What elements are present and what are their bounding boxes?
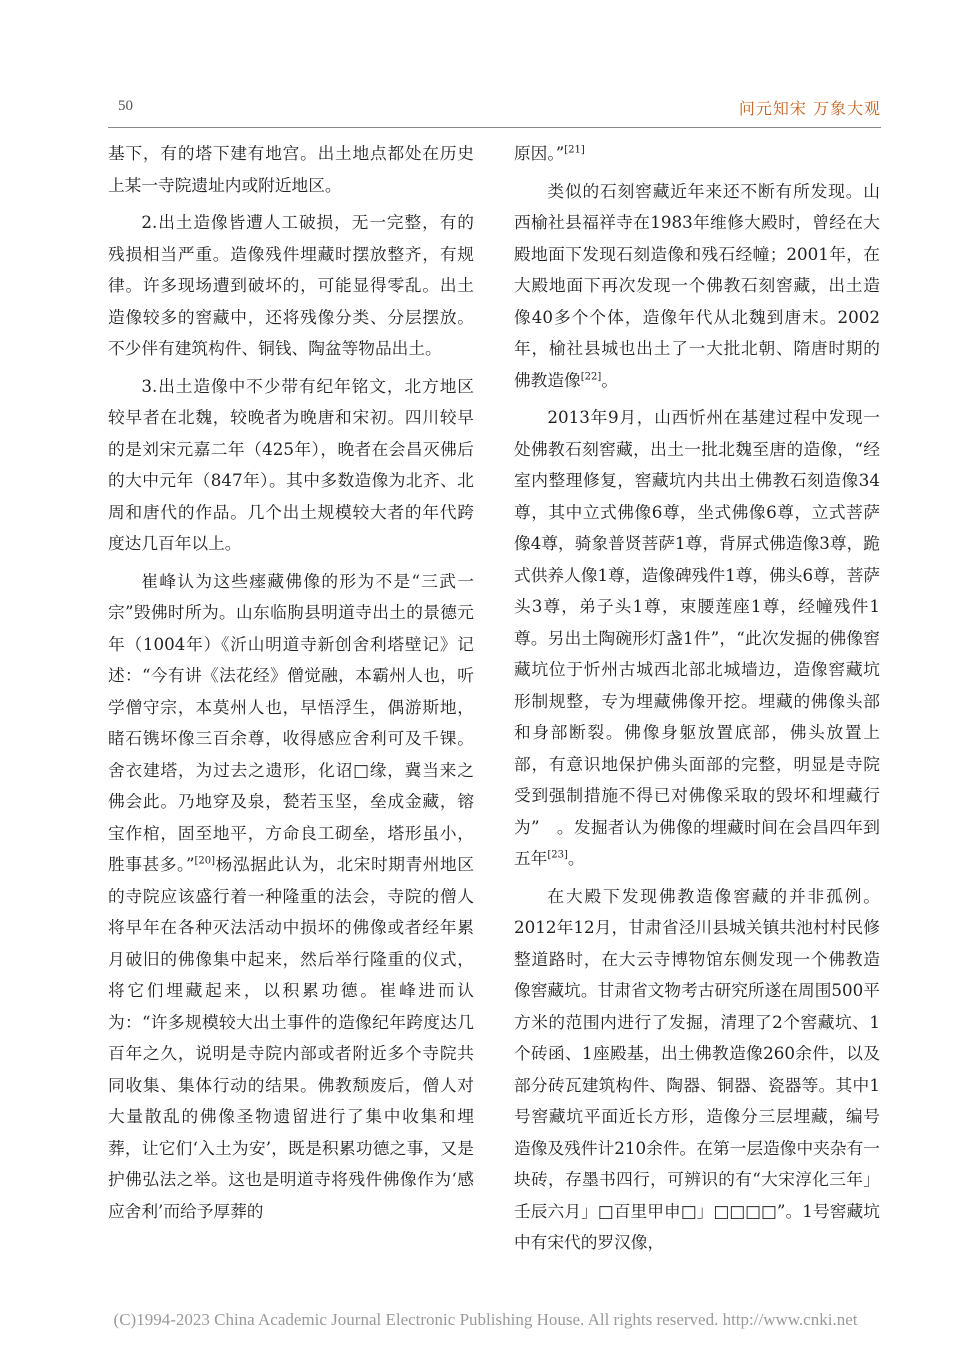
citation-ref: [21]: [564, 144, 585, 156]
paragraph: 在大殿下发现佛教造像窖藏的并非孤例。2012年12月，甘肃省泾川县城关镇共池村村民修整道路时，在大云寺博物馆东侧发现一个佛教造像窖藏坑。甘肃省文物考古研究所遂在周围500平方米的范围内进行了发掘，清理了2个窖藏坑、1个砖函、1座殿基，出土佛教造像260余件，以及部分砖瓦建筑构件、陶器、铜器、瓷器等。其中1号窖藏坑平面近长方形，造像分三层埋藏，编号造像及残件计210余件。在第一层造像中夹杂有一块砖，存墨书四行，可辨识的有“大宋淳化三年」壬辰六月」□百里甲申□」□□□□”。1号窖藏坑中有宋代的罗汉像，: [514, 885, 880, 1252]
paragraph-text: 。: [601, 369, 618, 390]
paragraph-text: 原因。”: [514, 143, 565, 163]
right-column: [514, 138, 880, 1265]
page-number: 50: [118, 98, 133, 114]
paragraph-text: 杨泓据此认为，北宋时期青州地区的寺院应该盛行着一种隆重的法会，寺院的僧人将早年在各种灭法活动中损坏的佛像或者经年累月破旧的佛像集中起来，然后举行隆重的仪式，将它们埋藏起来，以积累功德。崔峰进而认为：“许多规模较大出土事件的造像纪年跨度达几百年之久，说明是寺院内部或者附近多个寺院共同收集、集体行动的结果。佛教颓废后，僧人对大量散乱的佛像圣物遗留进行了集中收集和埋葬，让它们‘入土为安’，既是积累功德之事，又是护佛弘法之举。这也是明道寺将残件佛像作为‘感应舍利’而给予厚葬的: [108, 854, 475, 1221]
paragraph-text: 2013年9月，山西忻州在基建过程中发现一处佛教石刻窖藏，出土一批北魏至唐的造像，“经室内整理修复，窖藏坑内共出土佛教石刻造像34尊，其中立式佛像6尊，坐式佛像6尊，立式菩萨像4尊，骑象普贤菩萨1尊，背屏式佛造像3尊，跪式供养人像1尊，造像碑残件1尊，佛头6尊，菩萨头3尊，弟子头1尊，束腰莲座1尊，经幢残件1尊。另出土陶碗形灯盏1件”，“此次发掘的佛像窖藏坑位于忻州古城西北部北城墙边，造像窖藏坑形制规整，专为埋藏佛像开挖。埋藏的佛像头部和身部断裂。佛像身躯放置底部，佛头放置上部，有意识地保护佛头面部的完整，明显是寺院受到强制措施不得已对佛像采取的毁坏和埋藏行为” 。发掘者认为佛像的埋藏时间在会昌四年到五年: [514, 407, 880, 868]
citation-ref: [23]: [547, 849, 568, 861]
paragraph: [514, 176, 880, 397]
running-title: 问元知宋 万象大观: [738, 99, 881, 118]
left-column: [108, 138, 474, 1233]
paragraph: 基下，有的塔下建有地宫。出土地点都处在历史上某一寺院遗址内或附近地区。: [108, 143, 474, 195]
paragraph: [514, 402, 880, 875]
paragraph: 2.出土造像皆遭人工破损，无一完整，有的残损相当严重。造像残件埋藏时摆放整齐，有规律。许多现场遭到破坏的，可能显得零乱。出土造像较多的窖藏中，还将残像分类、分层摆放。不少伴有建筑构件、铜钱、陶盆等物品出土。: [108, 212, 474, 358]
paragraph-text: 类似的石刻窖藏近年来还不断有所发现。山西榆社县福祥寺在1983年维修大殿时，曾经在大殿地面下发现石刻造像和残石经幢；2001年，在大殿地面下再次发现一个佛教石刻窖藏，出土造像40多个个体，造像年代从北魏到唐末。2002年，榆社县城也出土了一大批北朝、隋唐时期的佛教造像: [514, 180, 880, 390]
citation-ref: [22]: [580, 370, 602, 382]
paragraph-text: 。: [567, 848, 585, 868]
page-header: [108, 96, 881, 124]
copyright-footer: (C)1994-2023 China Academic Journal Electronic Publishing House. All rights reserved. http://www.cnki.net: [113, 1310, 858, 1329]
paragraph: [108, 566, 474, 1228]
paragraph: [514, 138, 880, 170]
header-rule: [108, 127, 881, 128]
citation-ref: [20]: [194, 855, 216, 867]
paragraph-text: 崔峰认为这些瘗藏佛像的形为不是“三武一宗”毁佛时所为。山东临朐县明道寺出土的景德元年（1004年）《沂山明道寺新创舍利塔壁记》记述：“今有讲《法花经》僧觉融，本霸州人也，听学僧守宗，本莫州人也，早悟浮生，偶游斯地，睹石镌坏像三百余尊，收得感应舍利可及千锞。舍衣建塔，为过去之遗形，化诏□缘，冀当来之佛会此。乃地穿及泉，甃若玉坚，垒成金藏，镕宝作棺，固至地平，方命良工砌垒，塔形虽小，胜事甚多。”: [108, 570, 474, 874]
paragraph: 3.出土造像中不少带有纪年铭文，北方地区较早者在北魏，较晚者为晚唐和宋初。四川较早的是刘宋元嘉二年（425年），晚者在会昌灭佛后的大中元年（847年）。其中多数造像为北齐、北周和唐代的作品。几个出土规模较大者的年代跨度达几百年以上。: [108, 375, 474, 553]
